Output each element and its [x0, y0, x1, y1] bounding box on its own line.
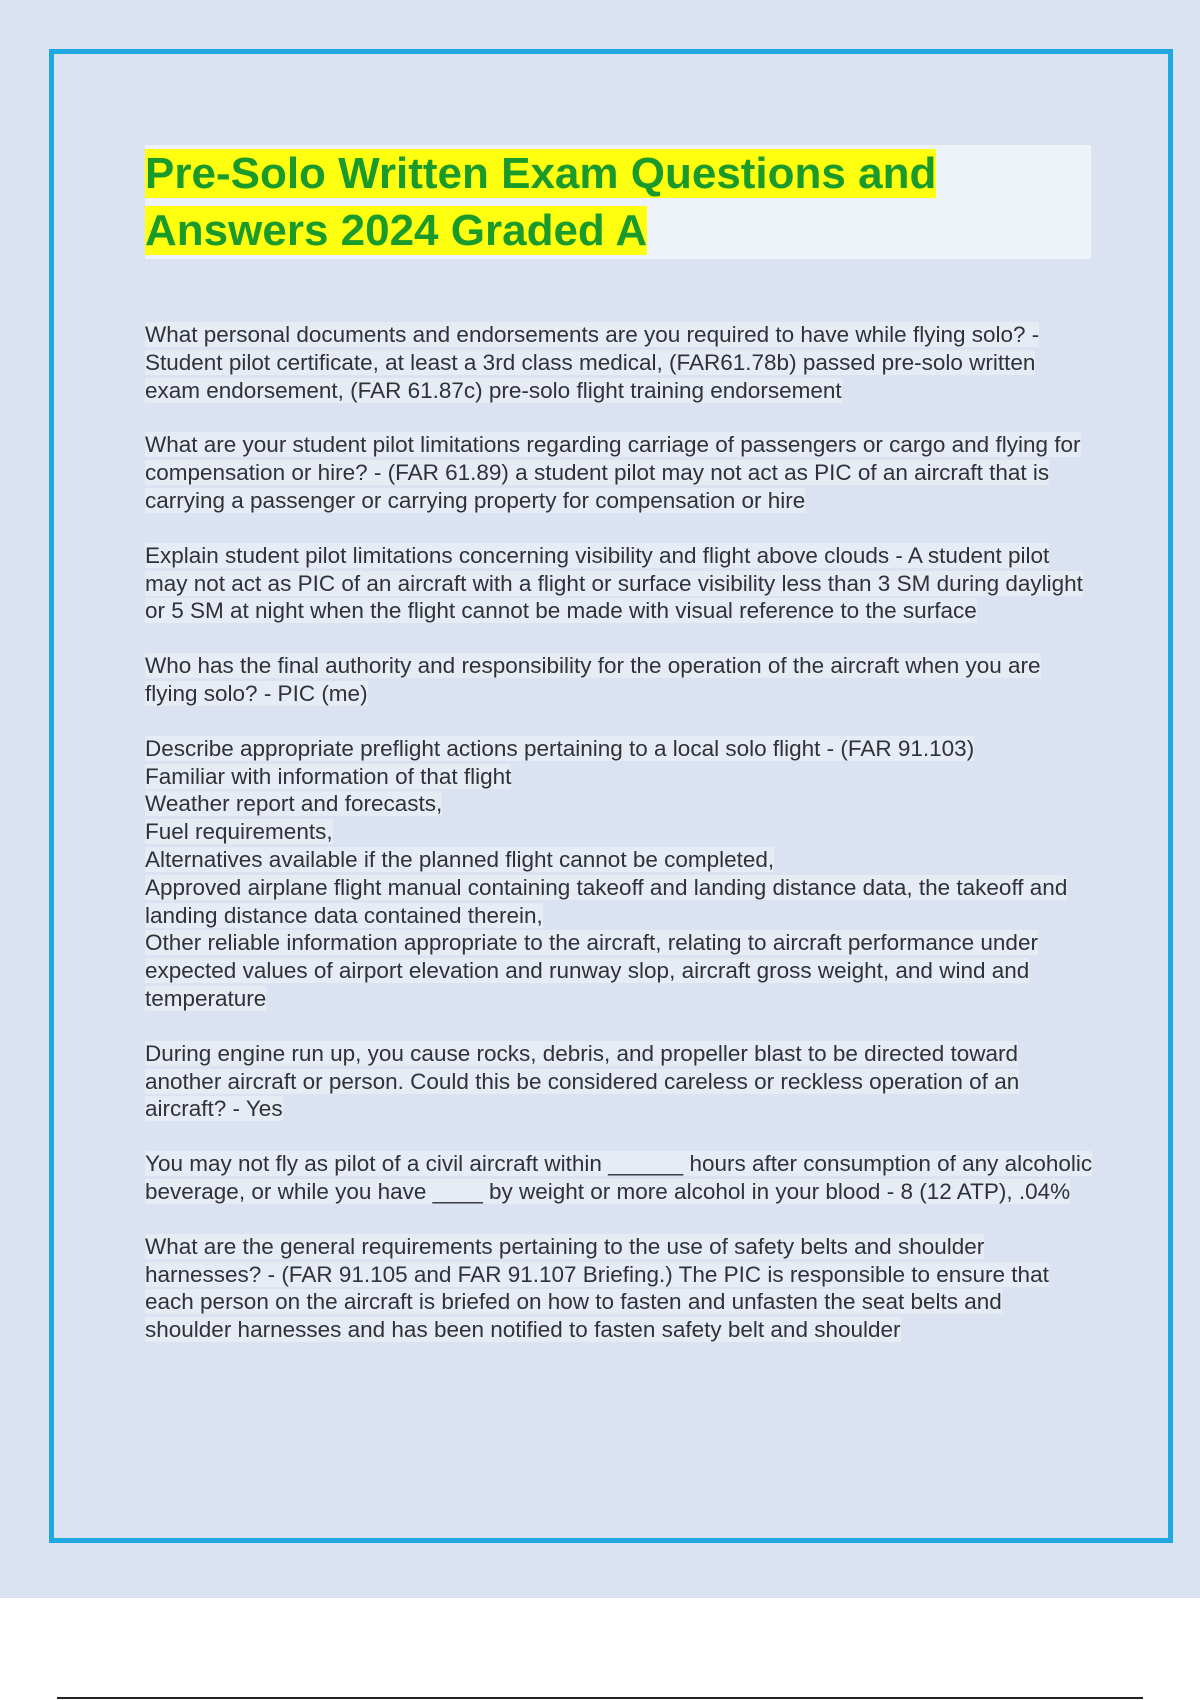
- title-highlight: Pre-Solo Written Exam Questions and Answers 2024 Graded A: [145, 149, 937, 255]
- qa-item: [145, 1150, 1093, 1206]
- qa-text: Explain student pilot limitations concerning visibility and flight above clouds - A student pilot may not act as PIC of an aircraft with a flight or surface visibility less than 3 SM during daylight or 5 SM at night when the flight cannot be made with visual reference to the surface: [145, 542, 1083, 624]
- qa-item: [145, 542, 1093, 625]
- qa-text: Alternatives available if the planned flight cannot be completed,: [145, 846, 775, 872]
- qa-text: Describe appropriate preflight actions pertaining to a local solo flight - (FAR 91.103): [145, 735, 975, 761]
- qa-text: What personal documents and endorsements are you required to have while flying solo? - Student pilot certificate, at least a 3rd class medical, (FAR61.78b) passed pre-solo written exam endorsement, (FAR 61.87c) pre-solo flight training endorsement: [145, 322, 1040, 403]
- qa-text: During engine run up, you cause rocks, debris, and propeller blast to be directed toward another aircraft or person. Could this be considered careless or reckless operation of an aircraft? - Yes: [145, 1040, 1020, 1122]
- qa-text: Approved airplane flight manual containing takeoff and landing distance data, the takeoff and landing distance data contained therein,: [145, 874, 1068, 928]
- qa-item: [145, 1040, 1093, 1123]
- qa-text: You may not fly as pilot of a civil aircraft within ______ hours after consumption of any alcoholic beverage, or while you have ____ by weight or more alcohol in your blood - 8 (12 ATP), .04%: [145, 1151, 1093, 1204]
- qa-item: [145, 735, 1093, 1013]
- document-title: [145, 145, 1091, 259]
- qa-item: [145, 321, 1093, 404]
- footer-divider: [57, 1697, 1143, 1699]
- document-content: [145, 145, 1093, 1371]
- qa-text: What are the general requirements pertaining to the use of safety belts and shoulder harnesses? - (FAR 91.105 and FAR 91.107 Briefing.) The PIC is responsible to ensure that each person on the aircraft is briefed on how to fasten and unfasten the seat belts and shoulder harnesses and has been notified to fasten safety belt and shoulder: [145, 1233, 1049, 1343]
- qa-list: [145, 321, 1093, 1344]
- qa-text: Familiar with information of that flight: [145, 763, 512, 789]
- qa-text: Weather report and forecasts,: [145, 791, 443, 817]
- qa-text: What are your student pilot limitations regarding carriage of passengers or cargo and flying for compensation or hire? - (FAR 61.89) a student pilot may not act as PIC of an aircraft that is carrying a passenger or carrying property for compensation or hire: [145, 432, 1081, 513]
- qa-text: Who has the final authority and responsibility for the operation of the aircraft when you are flying solo? - PIC (me): [145, 653, 1041, 706]
- title-block: [145, 145, 1091, 259]
- qa-item: [145, 652, 1093, 708]
- qa-item: [145, 1233, 1093, 1344]
- qa-text: Fuel requirements,: [145, 819, 333, 845]
- qa-item: [145, 431, 1093, 514]
- qa-text: Other reliable information appropriate to the aircraft, relating to aircraft performance under expected values of airport elevation and runway slop, aircraft gross weight, and wind and temperature: [145, 930, 1038, 1011]
